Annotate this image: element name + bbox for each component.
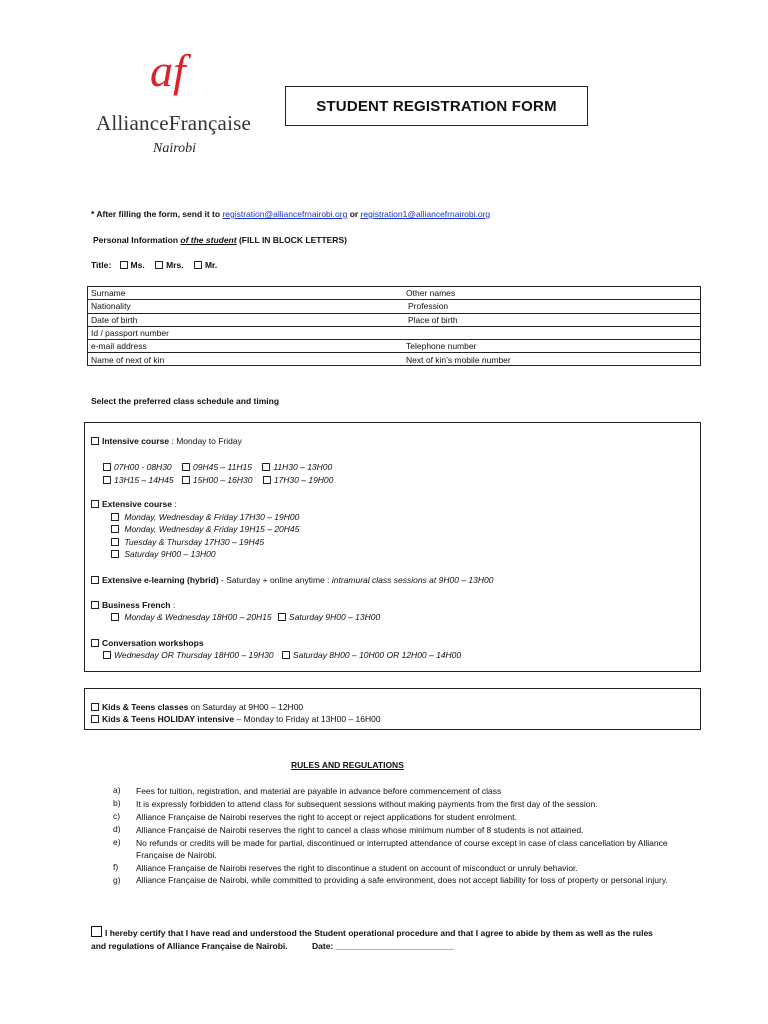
table-row[interactable]	[88, 287, 700, 300]
conversation-workshops-option[interactable]	[91, 638, 204, 648]
checkbox-icon	[120, 261, 128, 269]
table-row[interactable]	[88, 354, 700, 367]
checkbox-icon	[263, 476, 271, 484]
table-row[interactable]	[88, 327, 700, 340]
checkbox-icon	[282, 651, 290, 659]
slot-option[interactable]: 17H30 – 19H00	[263, 475, 334, 485]
personal-info-heading	[93, 235, 347, 245]
slot-option[interactable]: 11H30 – 13H00	[262, 462, 332, 472]
form-title-box	[285, 86, 588, 126]
conversation-slots	[103, 650, 461, 660]
kids-classes-label: Kids & Teens classes	[102, 702, 189, 712]
kids-teens-holiday-option[interactable]	[91, 714, 381, 724]
field-label-place-of-birth: Place of birth	[408, 314, 458, 325]
kids-classes-desc: on Saturday at 9H00 – 12H00	[190, 702, 304, 712]
certification-text-line1: I hereby certify that I have read and understood the Student operational procedure and that I agree to abide by them as well as the rules	[105, 928, 653, 938]
elearning-desc: - Saturday + online anytime :	[221, 575, 330, 585]
extensive-option[interactable]: Monday, Wednesday & Friday 17H30 – 19H00	[111, 512, 299, 522]
email-link-registration[interactable]: registration@alliancefrnairobi.org	[222, 209, 348, 219]
field-label-date-of-birth: Date of birth	[91, 314, 138, 325]
kids-holiday-desc: – Monday to Friday at 13H00 – 16H00	[236, 714, 381, 724]
slot-option[interactable]: Wednesday OR Thursday 18H00 – 19H30	[103, 650, 274, 660]
checkbox-icon	[111, 538, 119, 546]
checkbox-icon	[91, 926, 102, 937]
email-link-registration1[interactable]: registration1@alliancefrnairobi.org	[360, 209, 491, 219]
extensive-option[interactable]: Saturday 9H00 – 13H00	[111, 549, 216, 559]
checkbox-icon	[91, 601, 99, 609]
checkbox-icon	[111, 613, 119, 621]
elearning-label: Extensive e-learning (hybrid)	[102, 575, 219, 585]
table-row[interactable]	[88, 314, 700, 327]
checkbox-icon	[91, 703, 99, 711]
field-label-email: e-mail address	[91, 341, 147, 352]
title-option-mrs[interactable]: Mrs.	[155, 260, 183, 270]
schedule-heading: Select the preferred class schedule and timing	[91, 396, 280, 406]
certification-line2	[91, 941, 454, 951]
field-label-telephone: Telephone number	[406, 341, 477, 352]
checkbox-icon	[262, 463, 270, 471]
title-option-mr[interactable]: Mr.	[194, 260, 217, 270]
checkbox-icon	[194, 261, 202, 269]
business-french-label: Business French	[102, 600, 171, 610]
business-french-option[interactable]	[91, 600, 175, 610]
slot-option[interactable]: Monday & Wednesday 18H00 – 20H15	[111, 612, 272, 622]
checkbox-icon	[91, 437, 99, 445]
instructions-prefix: * After filling the form, send it to	[91, 209, 221, 219]
checkbox-icon	[103, 651, 111, 659]
checkbox-icon	[103, 463, 111, 471]
checkbox-icon	[91, 715, 99, 723]
slot-option[interactable]: 07H00 - 08H30	[103, 462, 172, 472]
table-row[interactable]	[88, 340, 700, 353]
logo-city: Nairobi	[153, 141, 197, 156]
certification-line1[interactable]	[91, 926, 653, 938]
checkbox-icon	[111, 513, 119, 521]
table-row[interactable]	[88, 300, 700, 313]
checkbox-icon	[91, 576, 99, 584]
field-label-id-passport: Id / passport number	[91, 327, 169, 338]
checkbox-icon	[111, 550, 119, 558]
instructions-or: or	[349, 209, 359, 219]
field-label-next-of-kin: Name of next of kin	[91, 354, 165, 365]
business-french-slots	[111, 612, 380, 622]
field-label-surname: Surname	[91, 288, 126, 298]
personal-info-label-italic: of the student	[180, 235, 237, 245]
extensive-option[interactable]: Monday, Wednesday & Friday 19H15 – 20H45	[111, 524, 299, 534]
extensive-course-label: Extensive course	[102, 499, 172, 509]
checkbox-icon	[182, 463, 190, 471]
title-field-label: Title:	[91, 260, 112, 270]
intensive-course-desc: : Monday to Friday	[171, 436, 242, 446]
checkbox-icon	[91, 500, 99, 508]
field-label-profession: Profession	[408, 301, 449, 312]
slot-option[interactable]: 09H45 – 11H15	[182, 462, 252, 472]
extensive-course-option[interactable]	[91, 499, 177, 509]
logo-mark-text: af	[150, 48, 186, 96]
checkbox-icon	[182, 476, 190, 484]
checkbox-icon	[103, 476, 111, 484]
title-option-ms[interactable]: Ms.	[120, 260, 145, 270]
conversation-workshops-label: Conversation workshops	[102, 638, 204, 648]
checkbox-icon	[111, 525, 119, 533]
personal-info-table	[87, 286, 701, 366]
extensive-course-desc: :	[174, 499, 177, 509]
logo-name: AllianceFrançaise	[96, 111, 251, 135]
kids-teens-classes-option[interactable]	[91, 702, 303, 712]
rules-title: RULES AND REGULATIONS	[291, 760, 404, 770]
kids-holiday-label: Kids & Teens HOLIDAY intensive	[102, 714, 235, 724]
checkbox-icon	[278, 613, 286, 621]
field-label-nationality: Nationality	[91, 301, 131, 312]
intensive-slots-row1	[103, 462, 332, 472]
field-label-next-of-kin-mobile: Next of kin’s mobile number	[406, 354, 511, 365]
intensive-course-option[interactable]	[91, 436, 242, 446]
slot-option[interactable]: Saturday 9H00 – 13H00	[278, 612, 380, 622]
slot-option[interactable]: 13H15 – 14H45	[103, 475, 174, 485]
elearning-option[interactable]	[91, 575, 493, 585]
intensive-slots-row2	[103, 475, 333, 485]
slot-option[interactable]: Saturday 8H00 – 10H00 OR 12H00 – 14H00	[282, 650, 461, 660]
personal-info-label-end: (FILL IN BLOCK LETTERS)	[238, 235, 347, 245]
checkbox-icon	[91, 639, 99, 647]
alliance-francaise-logo-mark	[148, 48, 208, 100]
certification-text-line2: and regulations of Alliance Française de Nairobi.	[91, 941, 288, 951]
personal-info-label-start: Personal Information	[93, 235, 179, 245]
slot-option[interactable]: 15H00 – 16H30	[182, 475, 253, 485]
instructions-line	[91, 209, 490, 219]
intensive-course-label: Intensive course	[102, 436, 170, 446]
checkbox-icon	[155, 261, 163, 269]
title-field	[91, 260, 217, 270]
extensive-option[interactable]: Tuesday & Thursday 17H30 – 19H45	[111, 537, 264, 547]
elearning-desc-italic: intramural class sessions at 9H00 – 13H00	[331, 575, 494, 585]
field-label-other-names: Other names	[406, 288, 456, 298]
business-french-desc: :	[172, 600, 176, 610]
form-title: STUDENT REGISTRATION FORM	[316, 97, 557, 115]
schedule-box	[84, 422, 701, 672]
date-field[interactable]: Date: _________________________	[312, 941, 454, 951]
